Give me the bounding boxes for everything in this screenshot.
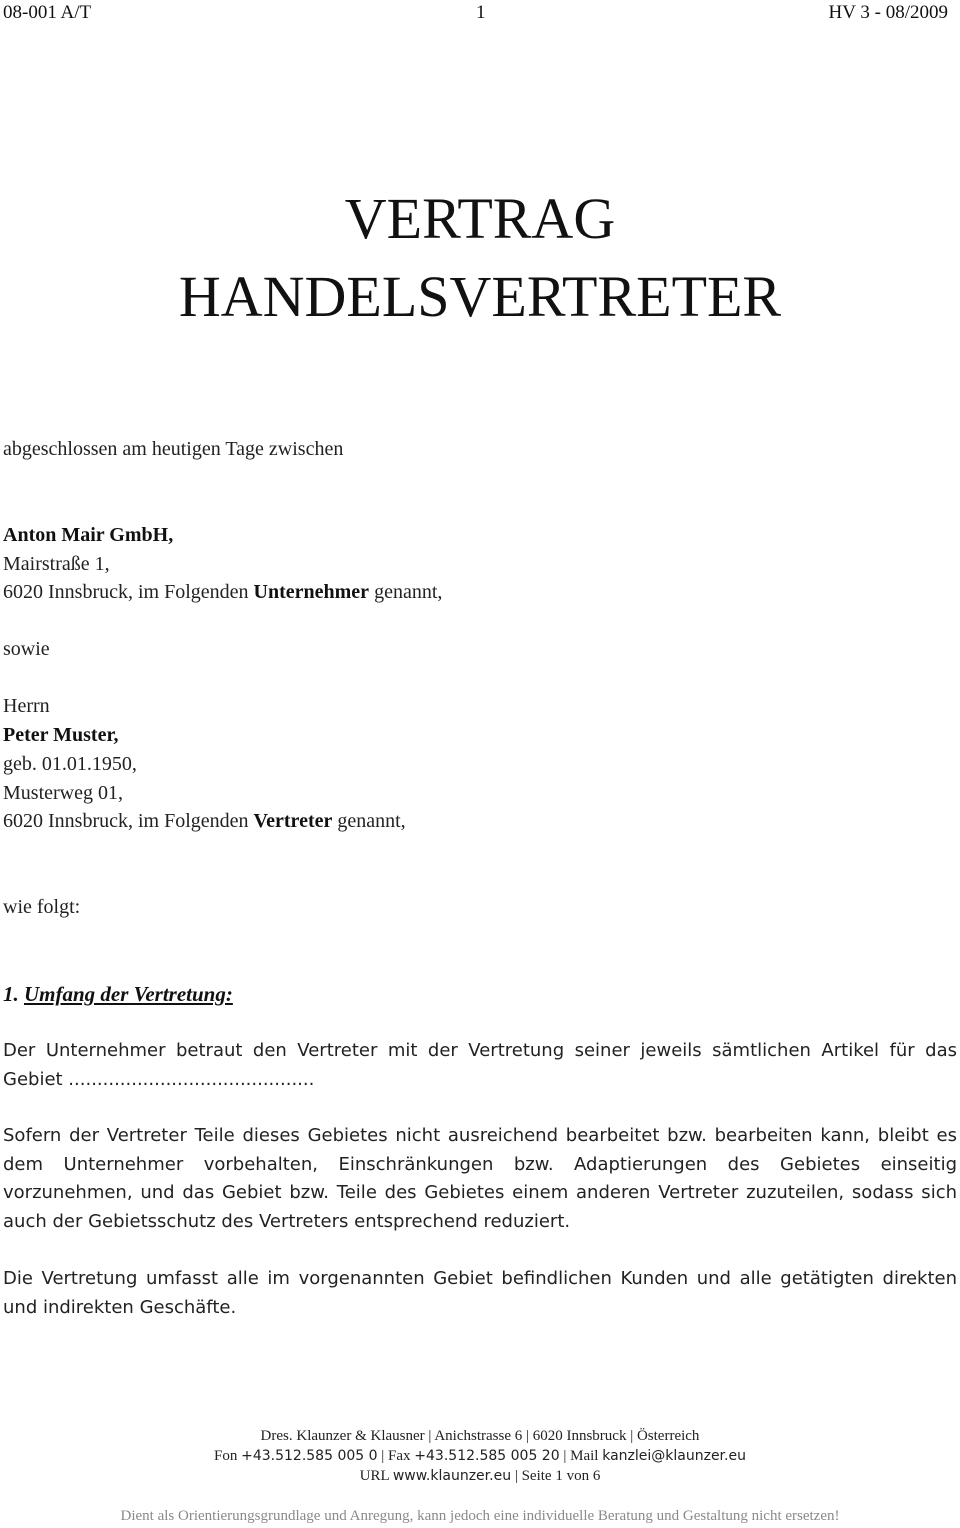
party2-street: Musterweg 01, <box>3 782 123 804</box>
section-1-paragraph-1: Der Unternehmer betraut den Vertreter mit der Vertretung seiner jeweils sämtlichen Artikel für das Gebiet ........................................... <box>3 1040 957 1090</box>
wie-folgt-text: wie folgt: <box>3 896 81 918</box>
header-version: HV 3 - 08/2009 <box>828 2 948 23</box>
party2-name: Peter Muster, <box>3 724 119 746</box>
section-1-paragraph-2: Sofern der Vertreter Teile dieses Gebietes nicht ausreichend bearbeitet bzw. bearbeiten kann, bleibt es dem Unternehmer vorbehalten, Einschränkungen bzw. Adaptierungen des Gebietes einseitig vorzunehmen, und das Gebiet bzw. Teile des Gebietes einem anderen Vertreter zuzuteilen, sodass sich auch der Gebietsschutz des Vertreters entsprechend reduziert. <box>3 1125 957 1232</box>
party2-birth: geb. 01.01.1950, <box>3 753 137 775</box>
footer-mail-link[interactable]: kanzlei@klaunzer.eu <box>602 1448 746 1464</box>
party1-name: Anton Mair GmbH, <box>3 524 174 546</box>
header-page-number: 1 <box>476 2 486 23</box>
party1-city: 6020 Innsbruck, im Folgenden Unternehmer genannt, <box>3 581 443 603</box>
footer-url-link[interactable]: www.klaunzer.eu <box>392 1468 512 1484</box>
header-doc-number: 08-001 A/T <box>3 2 92 23</box>
document-title-line-1: VERTRAG <box>344 186 616 251</box>
document-title-line-2: HANDELSVERTRETER <box>178 264 782 329</box>
party2-salutation: Herrn <box>3 695 50 717</box>
party1-street: Mairstraße 1, <box>3 553 110 575</box>
section-1-heading: 1. Umfang der Vertretung: <box>3 982 233 1006</box>
party2-city: 6020 Innsbruck, im Folgenden Vertreter genannt, <box>3 810 406 832</box>
section-1-paragraph-3: Die Vertretung umfasst alle im vorgenannten Gebiet befindlichen Kunden und alle getätigten direkten und indirekten Geschäfte. <box>3 1268 957 1318</box>
footer-address: Dres. Klaunzer & Klausner | Anichstrasse 6 | 6020 Innsbruck | Österreich <box>260 1428 700 1444</box>
footer-contact: Fon +43.512.585 005 0 | Fax +43.512.585 005 20 | Mail kanzlei@klaunzer.eu <box>214 1448 746 1464</box>
intro-text: abgeschlossen am heutigen Tage zwischen <box>3 438 344 460</box>
sowie-text: sowie <box>3 638 50 660</box>
footer-url-page: URL www.klaunzer.eu | Seite 1 von 6 <box>359 1468 601 1484</box>
footer-disclaimer: Dient als Orientierungsgrundlage und Anregung, kann jedoch eine individuelle Beratung und Gestaltung nicht ersetzen! <box>120 1508 840 1524</box>
